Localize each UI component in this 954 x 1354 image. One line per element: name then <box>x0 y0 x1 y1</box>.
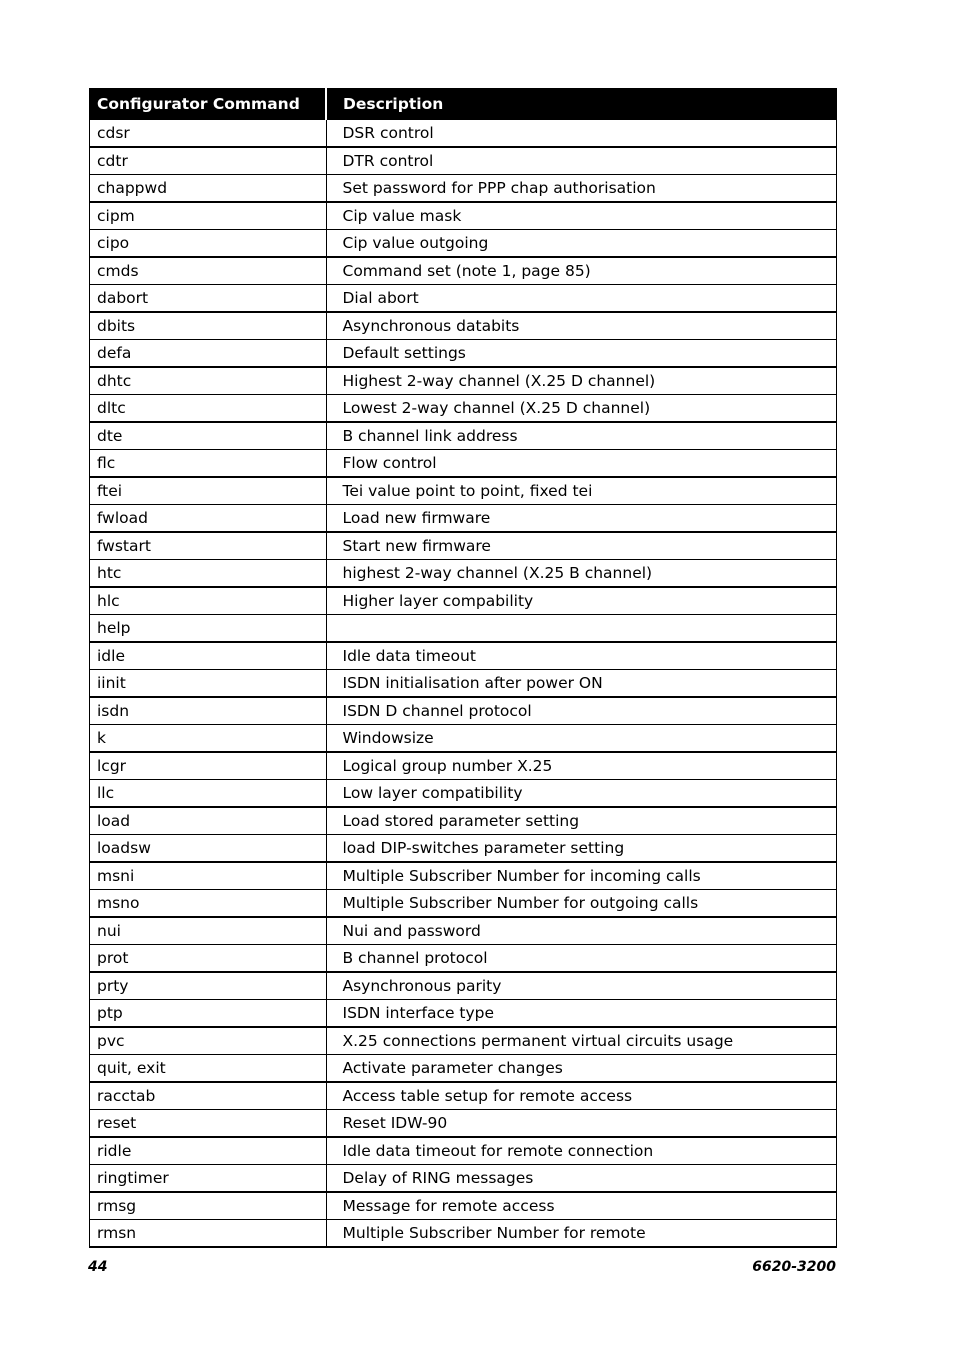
table-row <box>90 945 837 973</box>
table-row <box>90 1137 837 1165</box>
description-cell: Lowest 2-way channel (X.25 D channel) <box>326 395 837 423</box>
command-cell: dhtc <box>90 367 327 395</box>
command-cell: msno <box>90 890 327 918</box>
description-cell: DTR control <box>326 147 837 175</box>
table-row <box>90 1192 837 1220</box>
command-cell: dltc <box>90 395 327 423</box>
description-cell: Flow control <box>326 450 837 478</box>
table-row <box>90 807 837 835</box>
description-cell: Access table setup for remote access <box>326 1082 837 1110</box>
description-cell: Cip value outgoing <box>326 230 837 258</box>
description-cell <box>326 615 837 643</box>
description-cell: X.25 connections permanent virtual circuits usage <box>326 1027 837 1055</box>
description-cell: Load stored parameter setting <box>326 807 837 835</box>
table-row <box>90 1165 837 1193</box>
table-row <box>90 890 837 918</box>
description-cell: load DIP-switches parameter setting <box>326 835 837 863</box>
table-row <box>90 477 837 505</box>
table-row <box>90 532 837 560</box>
command-cell: help <box>90 615 327 643</box>
description-cell: Reset IDW-90 <box>326 1110 837 1138</box>
table-row <box>90 202 837 230</box>
command-cell: iinit <box>90 670 327 698</box>
command-cell: dbits <box>90 312 327 340</box>
description-cell: Delay of RING messages <box>326 1165 837 1193</box>
description-cell: Asynchronous databits <box>326 312 837 340</box>
table-row <box>90 697 837 725</box>
command-cell: nui <box>90 917 327 945</box>
description-cell: Default settings <box>326 340 837 368</box>
command-cell: ptp <box>90 1000 327 1028</box>
description-cell: Windowsize <box>326 725 837 753</box>
command-cell: cipm <box>90 202 327 230</box>
table-row <box>90 560 837 588</box>
description-cell: DSR control <box>326 120 837 148</box>
table-row <box>90 1220 837 1248</box>
table-row <box>90 835 837 863</box>
command-cell: ridle <box>90 1137 327 1165</box>
table-row <box>90 450 837 478</box>
table-row <box>90 972 837 1000</box>
command-cell: chappwd <box>90 175 327 203</box>
description-cell: Multiple Subscriber Number for remote <box>326 1220 837 1248</box>
command-cell: cdtr <box>90 147 327 175</box>
command-cell: pvc <box>90 1027 327 1055</box>
command-cell: dte <box>90 422 327 450</box>
description-cell: ISDN D channel protocol <box>326 697 837 725</box>
command-cell: ringtimer <box>90 1165 327 1193</box>
description-cell: highest 2-way channel (X.25 B channel) <box>326 560 837 588</box>
description-cell: B channel link address <box>326 422 837 450</box>
description-cell: Nui and password <box>326 917 837 945</box>
table-row <box>90 257 837 285</box>
description-cell: Logical group number X.25 <box>326 752 837 780</box>
table-row <box>90 285 837 313</box>
table-row <box>90 1000 837 1028</box>
command-cell: flc <box>90 450 327 478</box>
command-cell: llc <box>90 780 327 808</box>
table-row <box>90 367 837 395</box>
command-cell: fwstart <box>90 532 327 560</box>
table-row <box>90 1082 837 1110</box>
description-cell: Cip value mask <box>326 202 837 230</box>
command-cell: fwload <box>90 505 327 533</box>
table-row <box>90 917 837 945</box>
description-cell: Asynchronous parity <box>326 972 837 1000</box>
table-row <box>90 312 837 340</box>
command-cell: msni <box>90 862 327 890</box>
table-body <box>90 120 837 1248</box>
command-cell: reset <box>90 1110 327 1138</box>
table-row <box>90 862 837 890</box>
table-row <box>90 615 837 643</box>
description-cell: Dial abort <box>326 285 837 313</box>
command-cell: prot <box>90 945 327 973</box>
document-number: 6620-3200 <box>752 1259 836 1275</box>
command-cell: rmsg <box>90 1192 327 1220</box>
table-header-row <box>90 89 837 120</box>
description-cell: Highest 2-way channel (X.25 D channel) <box>326 367 837 395</box>
table-row <box>90 1055 837 1083</box>
table-row <box>90 780 837 808</box>
command-cell: ftei <box>90 477 327 505</box>
command-cell: racctab <box>90 1082 327 1110</box>
description-cell: Start new firmware <box>326 532 837 560</box>
table-row <box>90 230 837 258</box>
header-description: Description <box>326 89 837 120</box>
table-row <box>90 422 837 450</box>
description-cell: ISDN interface type <box>326 1000 837 1028</box>
table-row <box>90 395 837 423</box>
description-cell: Idle data timeout for remote connection <box>326 1137 837 1165</box>
command-cell: idle <box>90 642 327 670</box>
table-row <box>90 670 837 698</box>
table-row <box>90 1110 837 1138</box>
table-row <box>90 725 837 753</box>
command-cell: k <box>90 725 327 753</box>
command-cell: hlc <box>90 587 327 615</box>
command-cell: lcgr <box>90 752 327 780</box>
command-cell: cipo <box>90 230 327 258</box>
description-cell: Activate parameter changes <box>326 1055 837 1083</box>
table-row <box>90 642 837 670</box>
description-cell: Set password for PPP chap authorisation <box>326 175 837 203</box>
table-row <box>90 1027 837 1055</box>
command-cell: prty <box>90 972 327 1000</box>
table-row <box>90 752 837 780</box>
description-cell: ISDN initialisation after power ON <box>326 670 837 698</box>
table-row <box>90 505 837 533</box>
description-cell: Low layer compatibility <box>326 780 837 808</box>
description-cell: Idle data timeout <box>326 642 837 670</box>
page-number: 44 <box>88 1259 108 1275</box>
description-cell: Higher layer compability <box>326 587 837 615</box>
table-row <box>90 120 837 148</box>
command-cell: htc <box>90 560 327 588</box>
table-row <box>90 147 837 175</box>
description-cell: Command set (note 1, page 85) <box>326 257 837 285</box>
description-cell: Load new firmware <box>326 505 837 533</box>
table-row <box>90 340 837 368</box>
command-cell: dabort <box>90 285 327 313</box>
command-cell: loadsw <box>90 835 327 863</box>
command-cell: quit, exit <box>90 1055 327 1083</box>
command-cell: cdsr <box>90 120 327 148</box>
command-cell: load <box>90 807 327 835</box>
command-table <box>89 88 837 1248</box>
command-cell: rmsn <box>90 1220 327 1248</box>
command-cell: isdn <box>90 697 327 725</box>
description-cell: B channel protocol <box>326 945 837 973</box>
description-cell: Multiple Subscriber Number for outgoing calls <box>326 890 837 918</box>
table-row <box>90 175 837 203</box>
description-cell: Message for remote access <box>326 1192 837 1220</box>
description-cell: Tei value point to point, fixed tei <box>326 477 837 505</box>
command-cell: defa <box>90 340 327 368</box>
description-cell: Multiple Subscriber Number for incoming calls <box>326 862 837 890</box>
command-cell: cmds <box>90 257 327 285</box>
header-command: Configurator Command <box>90 89 327 120</box>
table-row <box>90 587 837 615</box>
